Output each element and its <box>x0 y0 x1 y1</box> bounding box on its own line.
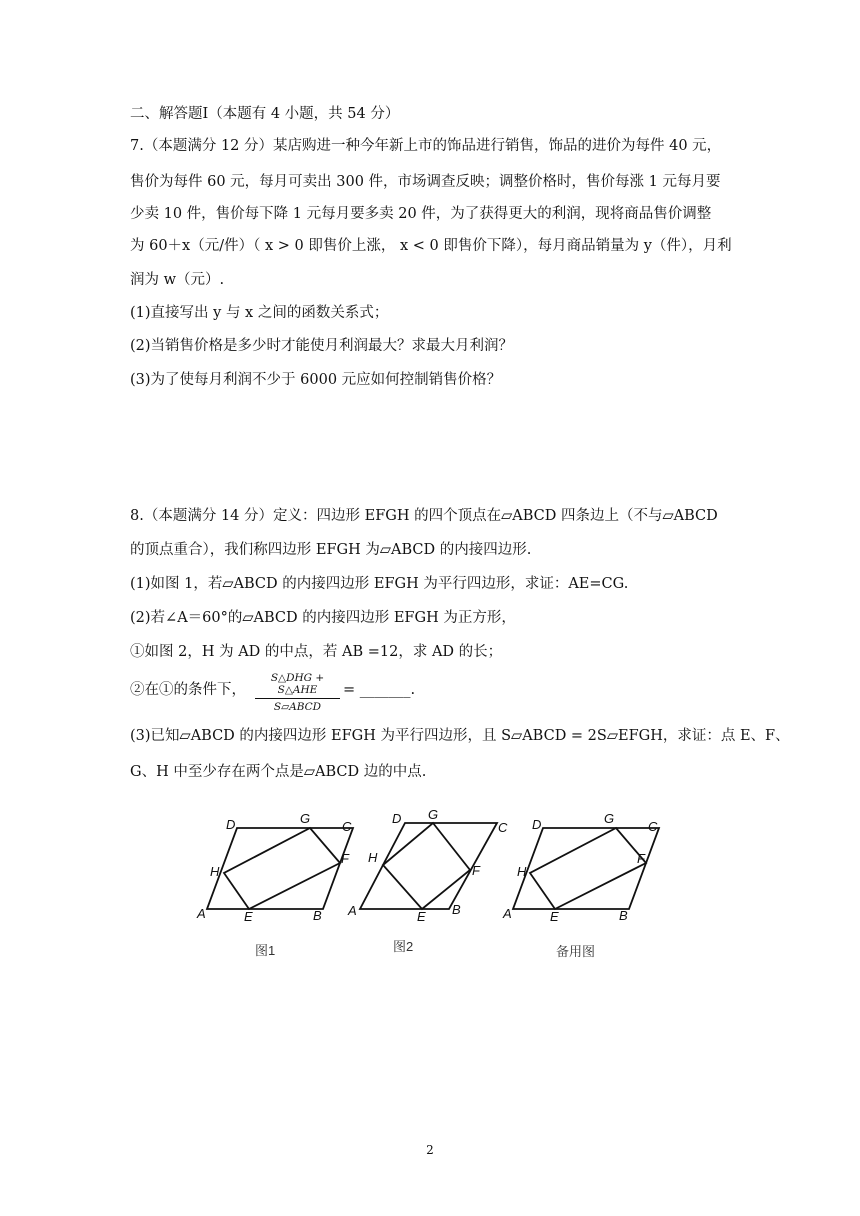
fig2-label-c: C <box>498 820 508 835</box>
fig1-label-b: B <box>313 908 322 923</box>
q7-part-1: (1)直接写出 y 与 x 之间的函数关系式； <box>130 305 389 321</box>
q8-part-3-line-1: (3)已知▱ABCD 的内接四边形 EFGH 为平行四边形，且 S▱ABCD = 2S▱EFGH，求证：点 E、F、 <box>130 728 790 744</box>
q7-line-2: 售价为每件 60 元，每月可卖出 300 件，市场调查反映；调整价格时，售价每涨 1 元每月要 <box>130 174 721 190</box>
fig1-label-e: E <box>244 909 253 924</box>
fig3-label-h: H <box>517 864 527 879</box>
section-heading: 二、解答题Ⅰ（本题有 4 小题，共 54 分） <box>130 106 400 122</box>
fig3-label-f: F <box>637 851 645 866</box>
fig3-label-e: E <box>550 909 559 924</box>
figure-1 <box>207 828 353 909</box>
fig3-label-b: B <box>619 908 628 923</box>
geometry-figures <box>195 805 665 970</box>
figure-3 <box>513 828 659 909</box>
fig3-label-g: G <box>604 811 615 826</box>
q8-part-2b-prefix: ②在①的条件下， <box>130 682 246 698</box>
fig2-label-b: B <box>452 902 461 917</box>
fig2-label-e: E <box>417 909 426 924</box>
fig2-label-h: H <box>368 850 378 865</box>
fig3-caption: 备用图 <box>556 944 596 959</box>
fig1-label-g: G <box>300 811 311 826</box>
fraction-numerator: S△DHG + S△AHE <box>255 672 340 699</box>
fig1-label-f: F <box>341 851 349 866</box>
q8-part-2: (2)若∠A＝60°的▱ABCD 的内接四边形 EFGH 为正方形， <box>130 610 516 626</box>
q8-line-2: 的顶点重合），我们称四边形 EFGH 为▱ABCD 的内接四边形. <box>130 542 532 558</box>
fraction-denominator: S▱ABCD <box>273 701 322 713</box>
fig1-label-h: H <box>210 864 220 879</box>
fig2-label-d: D <box>392 811 402 826</box>
q7-part-2: (2)当销售价格是多少时才能使月利润最大？求最大月利润？ <box>130 338 514 354</box>
fig2-caption: 图2 <box>393 939 414 954</box>
q8-part-2a: ①如图 2，H 为 AD 的中点，若 AB =12，求 AD 的长； <box>130 644 503 660</box>
q8-part-3-line-2: G、H 中至少存在两个点是▱ABCD 边的中点. <box>130 764 427 780</box>
fig3-label-a: A <box>503 906 512 921</box>
fig3-label-d: D <box>532 817 542 832</box>
q8-part-2b-suffix: = _______. <box>343 682 416 698</box>
fig2-label-g: G <box>428 807 439 822</box>
q8-part-1: (1)如图 1，若▱ABCD 的内接四边形 EFGH 为平行四边形，求证：AE=CG. <box>130 576 629 592</box>
fig1-caption: 图1 <box>255 943 276 958</box>
fig2-label-a: A <box>348 903 357 918</box>
fig1-label-a: A <box>197 906 206 921</box>
q7-part-3: (3)为了使每月利润不少于 6000 元应如何控制销售价格？ <box>130 372 502 388</box>
fig1-label-c: C <box>342 819 352 834</box>
fig3-label-c: C <box>648 819 658 834</box>
q7-line-4: 为 60＋x（元/件）（ x > 0 即售价上涨， x < 0 即售价下降），每月商品销量为 y（件），月利 <box>130 238 732 254</box>
page-number: 2 <box>426 1143 434 1157</box>
fig1-inscribed-quad <box>224 828 340 909</box>
area-ratio-fraction <box>255 672 340 713</box>
q7-line-5: 润为 w（元）. <box>130 272 225 288</box>
fig2-label-f: F <box>472 863 480 878</box>
fig1-label-d: D <box>226 817 236 832</box>
q8-line-1: 8.（本题满分 14 分）定义：四边形 EFGH 的四个顶点在▱ABCD 四条边上（不与▱ABCD <box>130 508 718 524</box>
q7-line-1: 7.（本题满分 12 分）某店购进一种今年新上市的饰品进行销售，饰品的进价为每件 40 元， <box>130 138 722 154</box>
fig3-inscribed-quad <box>530 828 646 909</box>
q7-line-3: 少卖 10 件，售价每下降 1 元每月要多卖 20 件，为了获得更大的利润，现将商品售价调整 <box>130 206 712 222</box>
